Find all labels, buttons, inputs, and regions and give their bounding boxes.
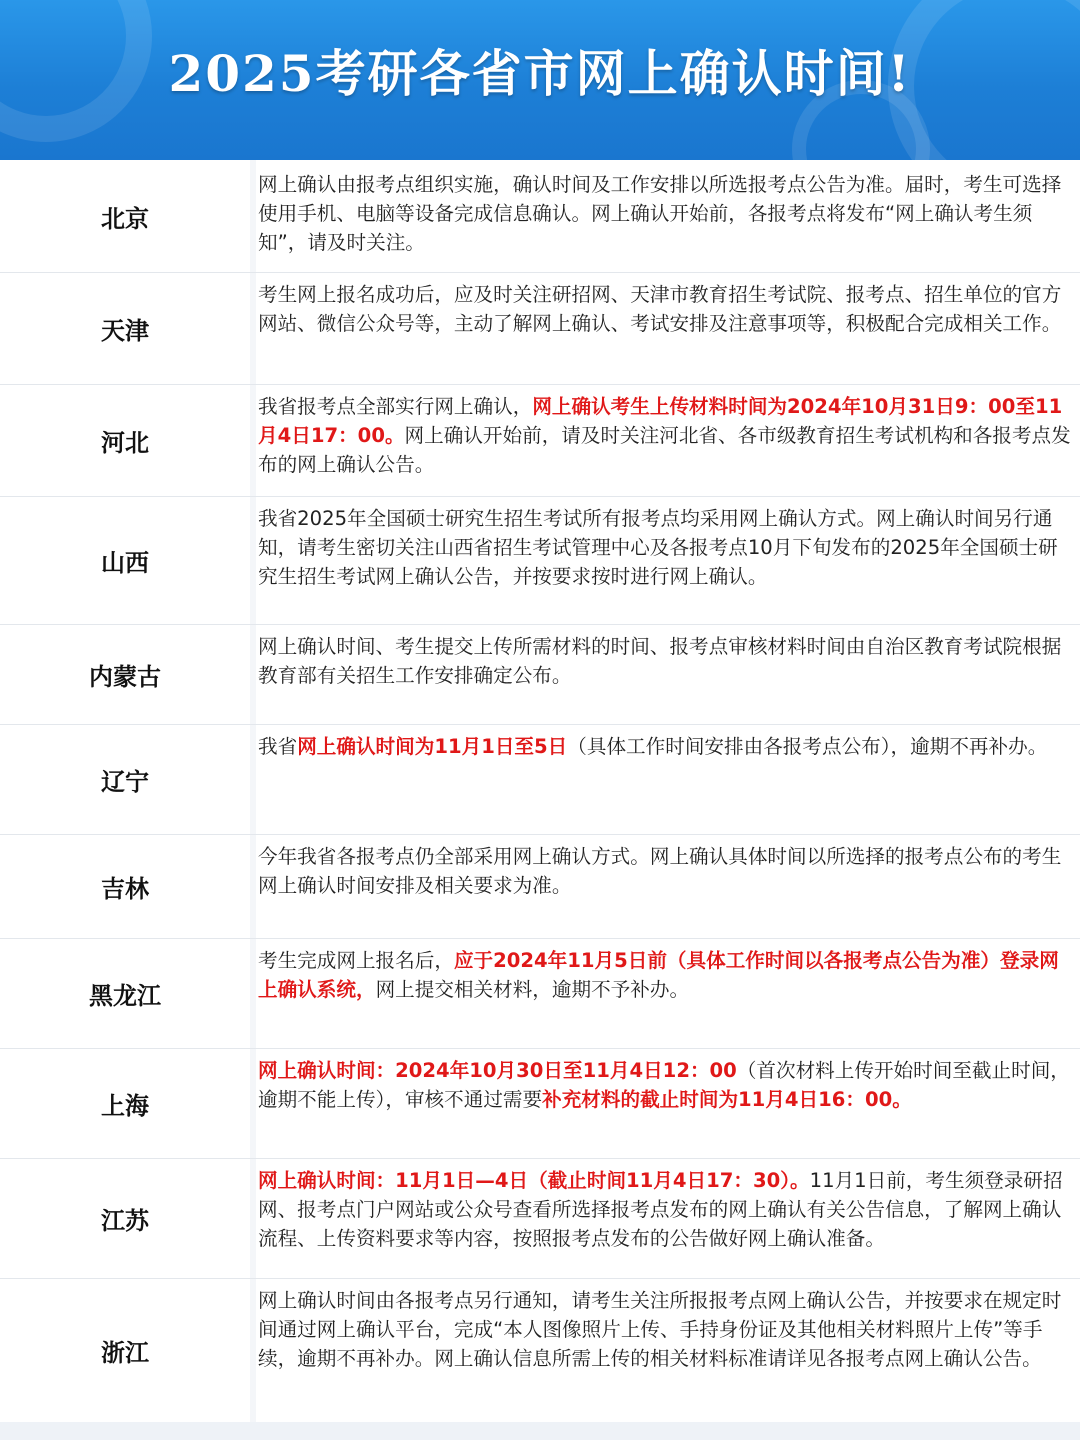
description-text: [258, 280, 1072, 338]
body-text: 我省2025年全国硕士研究生招生考试所有报考点均采用网上确认方式。网上确认时间另行通知，请考生密切关注山西省招生考试管理中心及各报考点10月下旬发布的2025年全国硕士研究生招生考试网上确认公告，并按要求按时进行网上确认。: [258, 507, 1058, 588]
province-cell: 河北: [0, 384, 250, 496]
table-row: [0, 160, 1080, 272]
description-cell: [256, 384, 1080, 496]
table-row: [0, 1158, 1080, 1278]
highlight-text: 网上确认时间：11月1日—4日（截止时间11月4日17：30）。: [258, 1169, 810, 1192]
table-row: [0, 272, 1080, 384]
row-divider: [0, 272, 1080, 273]
highlight-text: 补充材料的截止时间为11月4日16：00。: [542, 1088, 912, 1111]
highlight-text: 网上确认时间：2024年10月30日至11月4日12：00: [258, 1059, 737, 1082]
description-text: [258, 632, 1072, 690]
row-divider: [0, 938, 1080, 939]
body-text: 我省报考点全部实行网上确认，: [258, 395, 533, 418]
description-cell: [256, 724, 1080, 834]
description-cell: [256, 496, 1080, 624]
row-divider: [0, 624, 1080, 625]
header-banner: [0, 0, 1080, 160]
body-text: 网上确认时间、考生提交上传所需材料的时间、报考点审核材料时间由自治区教育考试院根据教育部有关招生工作安排确定公布。: [258, 635, 1062, 687]
table-row: [0, 1278, 1080, 1422]
table-row: [0, 384, 1080, 496]
body-text: 网上确认由报考点组织实施，确认时间及工作安排以所选报考点公告为准。届时，考生可选择使用手机、电脑等设备完成信息确认。网上确认开始前，各报考点将发布“网上确认考生须知”，请及时关注。: [258, 173, 1062, 254]
row-divider: [0, 1048, 1080, 1049]
body-text: 考生网上报名成功后，应及时关注研招网、天津市教育招生考试院、报考点、招生单位的官方网站、微信公众号等，主动了解网上确认、考试安排及注意事项等，积极配合完成相关工作。: [258, 283, 1062, 335]
description-cell: [256, 160, 1080, 272]
description-text: [258, 1286, 1072, 1373]
description-cell: [256, 938, 1080, 1048]
body-text: 网上提交相关材料，逾期不予补办。: [375, 978, 690, 1001]
page-title: 2025考研各省市网上确认时间!: [168, 44, 912, 103]
body-text: 网上确认时间由各报考点另行通知，请考生关注所报报考点网上确认公告，并按要求在规定时间通过网上确认平台，完成“本人图像照片上传、手持身份证及其他相关材料照片上传”等手续，逾期不再补办。网上确认信息所需上传的相关材料标准请详见各报考点网上确认公告。: [258, 1289, 1062, 1370]
table-row: [0, 834, 1080, 938]
body-text: 考生完成网上报名后，: [258, 949, 454, 972]
row-divider: [0, 834, 1080, 835]
row-divider: [0, 496, 1080, 497]
description-text: [258, 504, 1072, 591]
table-row: [0, 624, 1080, 724]
highlight-text: 应于2024年11月5日前（具体工作时间以各报考点公告为准）登录网上确认系统，: [258, 949, 1059, 1001]
province-cell: 江苏: [0, 1158, 250, 1278]
highlight-text: 网上确认考生上传材料时间为2024年10月31日9：00至11月4日17：00。: [258, 395, 1063, 447]
province-cell: 北京: [0, 160, 250, 272]
table-row: [0, 1048, 1080, 1158]
body-text: 我省: [258, 735, 298, 758]
body-text: （具体工作时间安排由各报考点公布），逾期不再补办。: [567, 735, 1048, 758]
description-text: [258, 1166, 1072, 1253]
description-cell: [256, 834, 1080, 938]
body-text: 网上确认开始前，请及时关注河北省、各市级教育招生考试机构和各报考点发布的网上确认公告。: [258, 424, 1071, 476]
description-cell: [256, 1278, 1080, 1422]
province-cell: 天津: [0, 272, 250, 384]
description-cell: [256, 272, 1080, 384]
body-text: 今年我省各报考点仍全部采用网上确认方式。网上确认具体时间以所选择的报考点公布的考生网上确认时间安排及相关要求为准。: [258, 845, 1062, 897]
province-cell: 浙江: [0, 1278, 250, 1422]
province-cell: 吉林: [0, 834, 250, 938]
description-text: [258, 170, 1072, 257]
row-divider: [0, 1278, 1080, 1279]
body-text: （首次材料上传开始时间至截止时间，逾期不能上传），审核不通过需要: [258, 1059, 1070, 1111]
row-divider: [0, 384, 1080, 385]
description-cell: [256, 1158, 1080, 1278]
body-text: 11月1日前，考生须登录研招网、报考点门户网站或公众号查看所选择报考点发布的网上确认有关公告信息，了解网上确认流程、上传资料要求等内容，按照报考点发布的公告做好网上确认准备。: [258, 1169, 1063, 1250]
province-cell: 内蒙古: [0, 624, 250, 724]
highlight-text: 网上确认时间为11月1日至5日: [297, 735, 568, 758]
province-cell: 山西: [0, 496, 250, 624]
table-row: [0, 938, 1080, 1048]
row-divider: [0, 724, 1080, 725]
description-text: [258, 732, 1072, 761]
row-divider: [0, 1158, 1080, 1159]
description-cell: [256, 624, 1080, 724]
province-cell: 辽宁: [0, 724, 250, 834]
description-text: [258, 946, 1072, 1004]
description-cell: [256, 1048, 1080, 1158]
table-row: [0, 724, 1080, 834]
description-text: [258, 842, 1072, 900]
province-cell: 黑龙江: [0, 938, 250, 1048]
province-cell: 上海: [0, 1048, 250, 1158]
description-text: [258, 1056, 1072, 1114]
description-text: [258, 392, 1072, 479]
table-row: [0, 496, 1080, 624]
